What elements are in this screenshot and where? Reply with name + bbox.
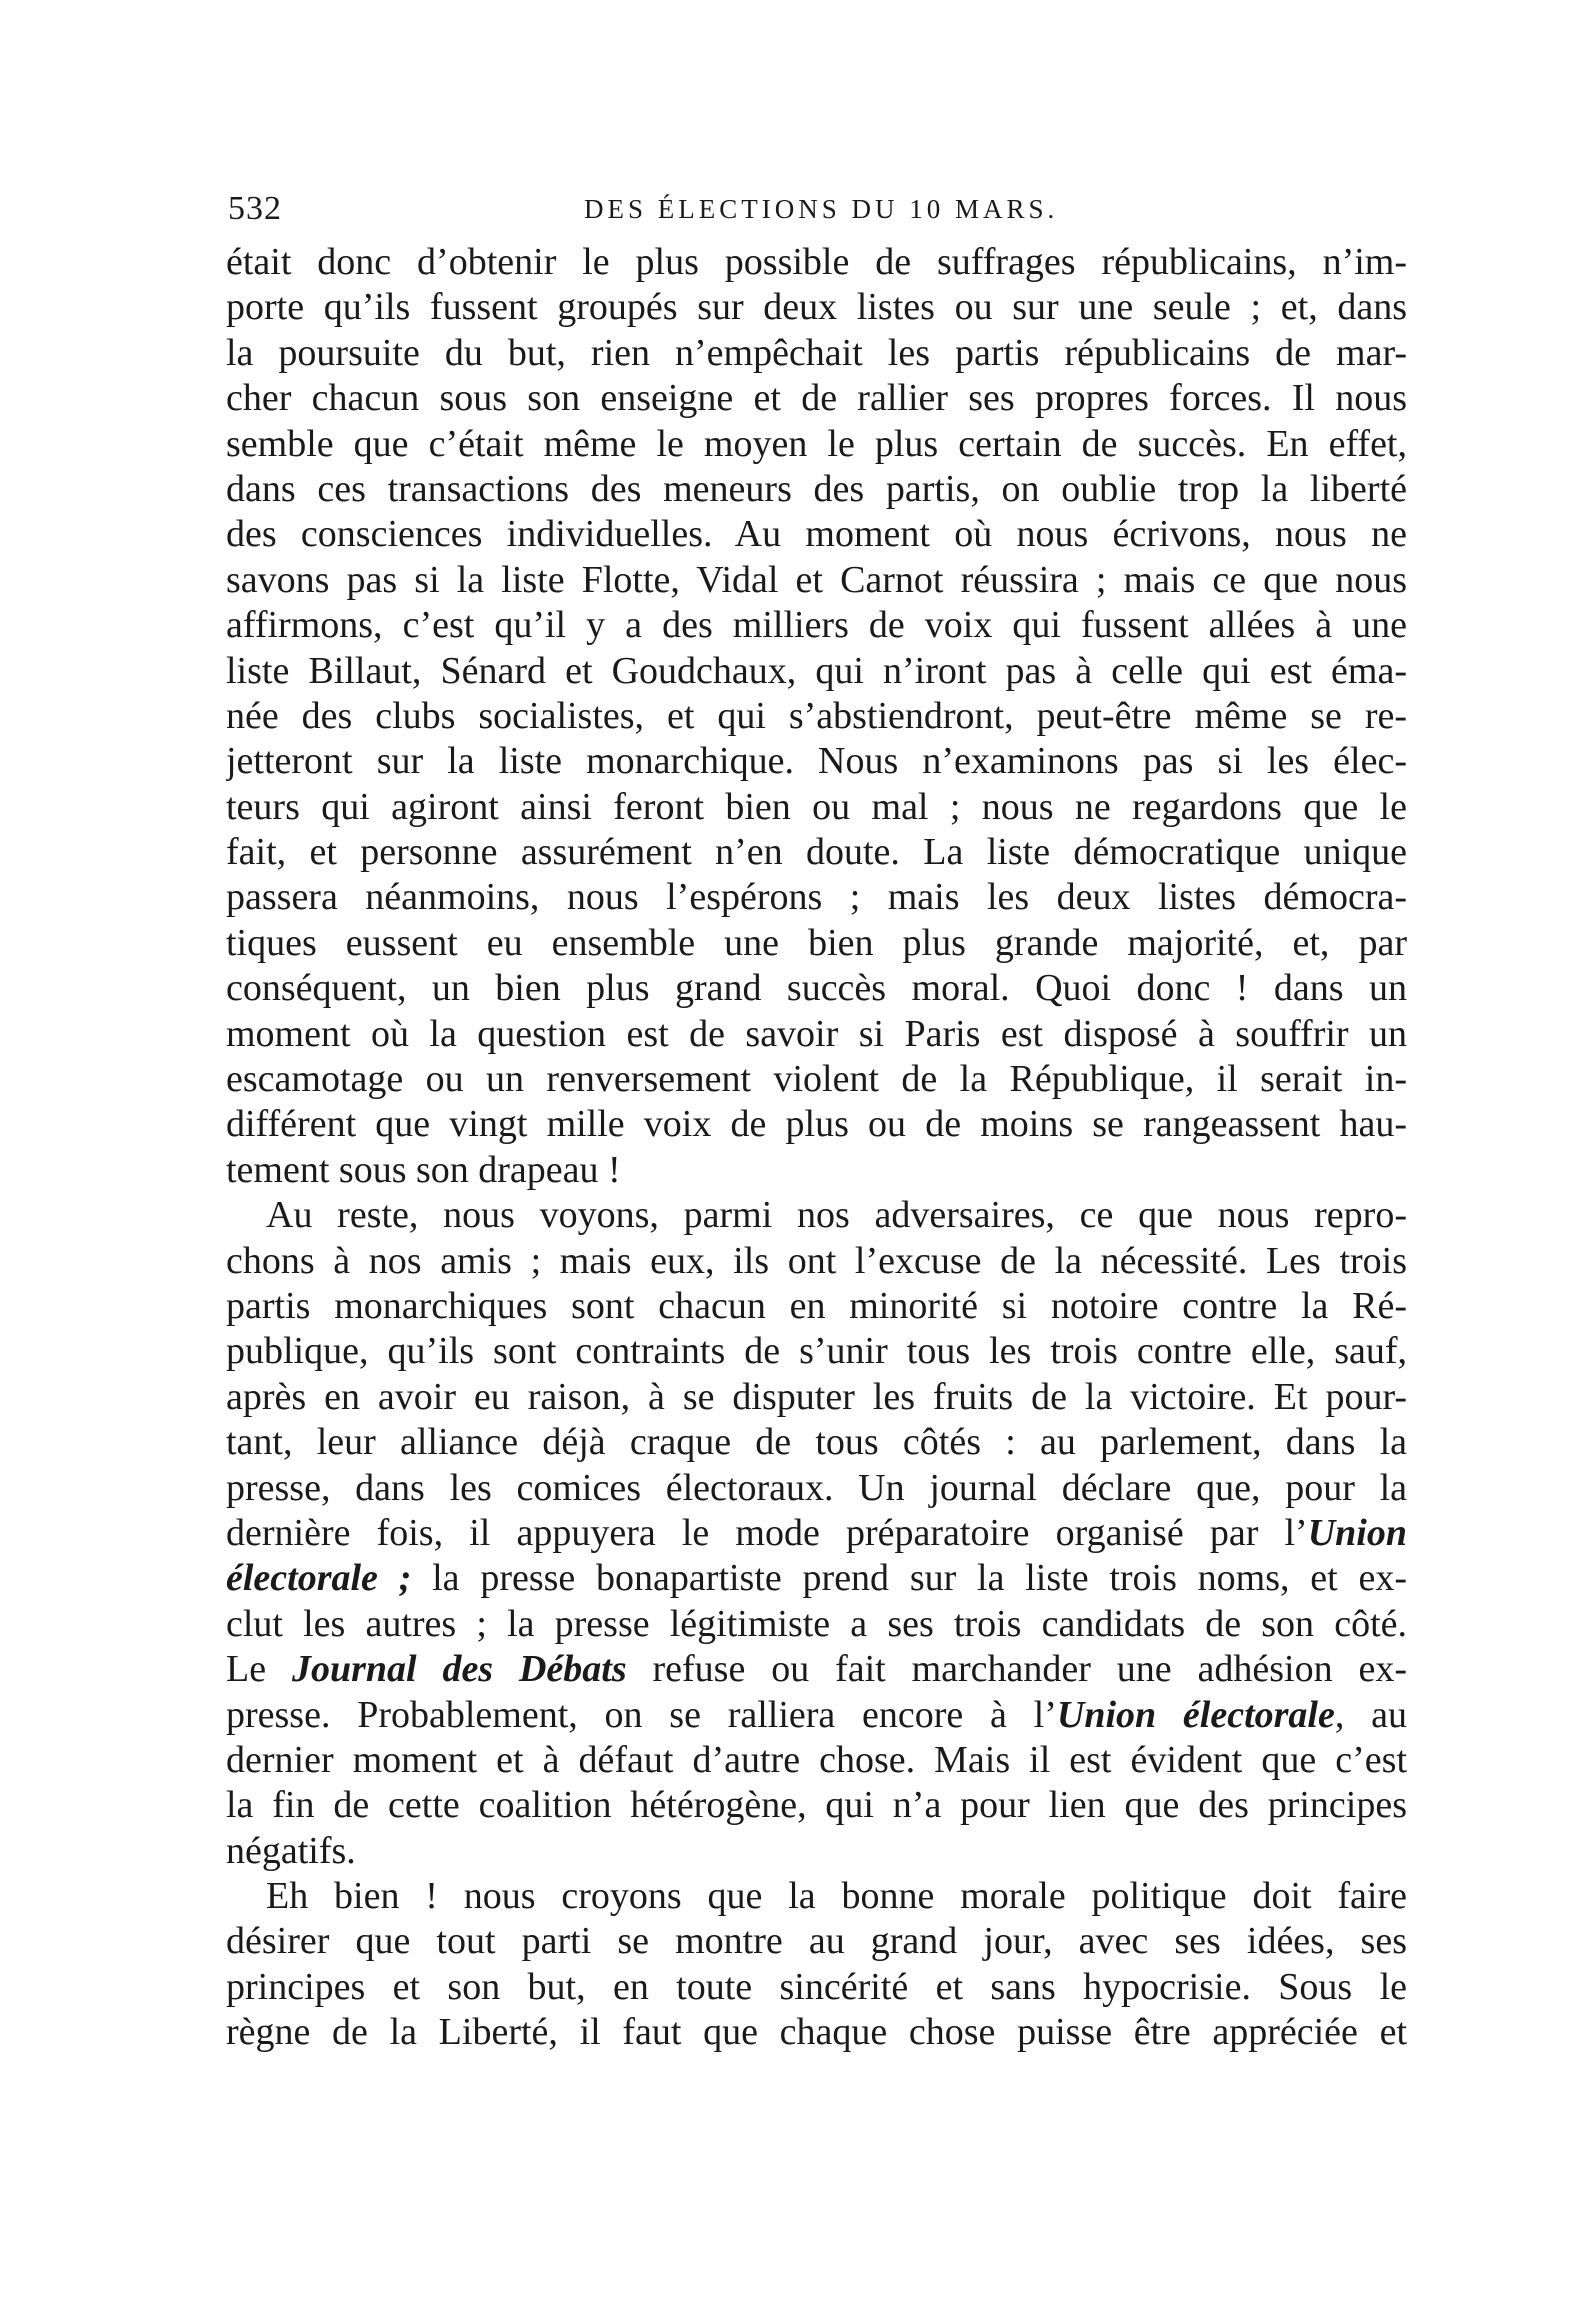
text-line: chons à nos amis ; mais eux, ils ont l’excuse de la nécessité. Les trois [226,1239,1407,1282]
text-line: teurs qui agiront ainsi feront bien ou mal ; nous ne regardons que le [226,785,1407,828]
text-line: presse, dans les comices électoraux. Un journal déclare que, pour la [226,1466,1407,1509]
text-line: passera néanmoins, nous l’espérons ; mais les deux listes démocra- [226,876,1407,919]
text-line: publique, qu’ils sont contraints de s’unir tous les trois contre elle, sauf, [226,1330,1407,1373]
text-line: différent que vingt mille voix de plus ou de moins se rangeassent hau- [226,1103,1407,1146]
text-line: électorale ; la presse bonapartiste prend sur la liste trois noms, et ex- [226,1557,1407,1600]
text-line: tant, leur alliance déjà craque de tous côtés : au parlement, dans la [226,1421,1407,1464]
italic-text: électorale ; [226,1557,412,1600]
text-line: tiques eussent eu ensemble une bien plus grande majorité, et, par [226,921,1407,964]
text-line: règne de la Liberté, il faut que chaque chose puisse être appréciée et [226,2011,1407,2054]
text-line: cher chacun sous son enseigne et de rallier ses propres forces. Il nous [226,377,1407,420]
text-line: porte qu’ils fussent groupés sur deux listes ou sur une seule ; et, dans [226,286,1407,329]
text-line: Eh bien ! nous croyons que la bonne morale politique doit faire [266,1875,1407,1918]
italic-text: Union [1307,1511,1407,1554]
text-line: dernière fois, il appuyera le mode préparatoire organisé par l’Union [226,1511,1407,1554]
text-line: la poursuite du but, rien n’empêchait les partis républicains de mar- [226,331,1407,374]
text-line: Le Journal des Débats refuse ou fait marchander une adhésion ex- [226,1648,1407,1691]
text-line: escamotage ou un renversement violent de la République, il serait in- [226,1058,1407,1101]
text-line: après en avoir eu raison, à se disputer les fruits de la victoire. Et pour- [226,1375,1407,1418]
text-line: la fin de cette coalition hétérogène, qui n’a pour lien que des principes [226,1784,1407,1827]
text-line: presse. Probablement, on se ralliera encore à l’Union électorale, au [226,1693,1407,1736]
body-text [226,240,1407,2056]
paragraph-end-line: tement sous son drapeau ! [226,1148,621,1191]
italic-text: Union électorale [1056,1693,1335,1736]
italic-text: Journal des Débats [291,1648,627,1691]
text-line: affirmons, c’est qu’il y a des milliers de voix qui fussent allées à une [226,604,1407,647]
text-line: dans ces transactions des meneurs des partis, on oublie trop la liberté [226,467,1407,510]
page-number: 532 [228,190,282,227]
text-line: dernier moment et à défaut d’autre chose. Mais il est évident que c’est [226,1738,1407,1781]
running-head [228,190,1406,234]
text-line: semble que c’était même le moyen le plus certain de succès. En effet, [226,422,1407,465]
text-line: désirer que tout parti se montre au grand jour, avec ses idées, ses [226,1920,1407,1963]
text-line: moment où la question est de savoir si Paris est disposé à souffrir un [226,1012,1407,1055]
text-line: principes et son but, en toute sincérité et sans hypocrisie. Sous le [226,1965,1407,2008]
text-line: Au reste, nous voyons, parmi nos adversaires, ce que nous repro- [266,1194,1407,1237]
text-line: des consciences individuelles. Au moment où nous écrivons, nous ne [226,513,1407,556]
text-line: clut les autres ; la presse légitimiste a ses trois candidats de son côté. [226,1602,1407,1645]
paragraph-end-line: négatifs. [226,1829,356,1872]
text-line: savons pas si la liste Flotte, Vidal et Carnot réussira ; mais ce que nous [226,558,1407,601]
text-line: liste Billaut, Sénard et Goudchaux, qui n’iront pas à celle qui est éma- [226,649,1407,692]
text-line: née des clubs socialistes, et qui s’abstiendront, peut-être même se re- [226,694,1407,737]
text-line: fait, et personne assurément n’en doute. La liste démocratique unique [226,831,1407,874]
text-line: jetteront sur la liste monarchique. Nous n’examinons pas si les élec- [226,740,1407,783]
text-line: était donc d’obtenir le plus possible de suffrages républicains, n’im- [226,241,1407,283]
running-title: DES ÉLECTIONS DU 10 MARS. [584,194,1059,224]
text-line: conséquent, un bien plus grand succès moral. Quoi donc ! dans un [226,967,1407,1010]
text-line: partis monarchiques sont chacun en minorité si notoire contre la Ré- [226,1284,1407,1327]
